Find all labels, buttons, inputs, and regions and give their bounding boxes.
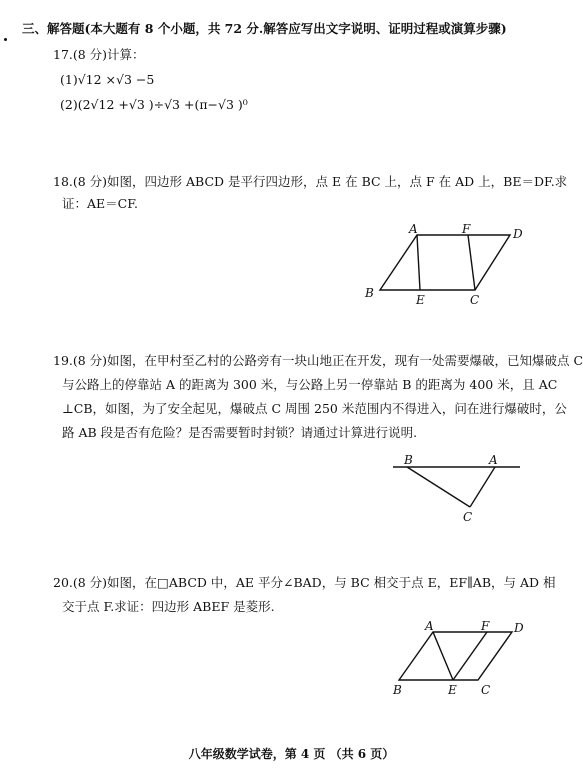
q20-label-f: F	[481, 619, 490, 633]
q18-label-d: D	[513, 227, 523, 241]
q18-label-e: E	[416, 293, 425, 307]
q20-label-d: D	[514, 621, 524, 635]
q18-label-a: A	[409, 222, 418, 236]
q19-figure	[393, 467, 520, 507]
q20-segment-ef	[453, 632, 487, 680]
q18-label-c: C	[470, 293, 480, 307]
q17-heading: 17.(8 分)计算：	[53, 47, 145, 62]
q19-label-a: A	[489, 453, 498, 467]
q19-label-b: B	[404, 453, 413, 467]
q19-segment-ac	[470, 467, 495, 507]
q17-part2: (2)(2√12 +√3 )÷√3 +(π−√3 )⁰	[60, 97, 248, 112]
q20-segment-ae	[433, 632, 453, 680]
q19-line1: 19.(8 分)如图，在甲村至乙村的公路旁有一块山地正在开发，现有一处需要爆破，已知爆破点 C	[53, 353, 583, 368]
q18-segment-fc	[468, 235, 475, 290]
q20-line1: 20.(8 分)如图，在□ABCD 中，AE 平分∠BAD，与 BC 相交于点 E，EF∥AB，与 AD 相	[53, 575, 556, 590]
q20-label-b: B	[393, 683, 402, 697]
q18-figure	[380, 235, 510, 290]
q19-segment-bc	[407, 467, 470, 507]
q20-parallelogram	[399, 632, 512, 680]
section-title: 三、解答题(本大题有 8 个小题，共 72 分.解答应写出文字说明、证明过程或演算步骤)	[22, 21, 507, 36]
q20-line2: 交于点 F.求证：四边形 ABEF 是菱形.	[62, 599, 275, 614]
q19-line2: 与公路上的停靠站 A 的距离为 300 米，与公路上另一停靠站 B 的距离为 400 米，且 AC	[62, 377, 558, 392]
q18-label-b: B	[365, 286, 374, 300]
q20-label-c: C	[481, 683, 491, 697]
q20-label-a: A	[425, 619, 434, 633]
q18-line2: 证：AE＝CF.	[62, 196, 138, 211]
q19-line3: ⊥CB，如图，为了安全起见，爆破点 C 周围 250 米范围内不得进入，问在进行爆破时，公	[62, 401, 567, 416]
q20-label-e: E	[448, 683, 457, 697]
q18-segment-ae	[417, 235, 420, 290]
q18-line1: 18.(8 分)如图，四边形 ABCD 是平行四边形，点 E 在 BC 上，点 F 在 AD 上，BE＝DF.求	[53, 174, 568, 189]
q17-part1: (1)√12 ×√3 −5	[60, 72, 155, 87]
q18-parallelogram	[380, 235, 510, 290]
q20-figure	[399, 632, 512, 680]
q18-label-f: F	[462, 222, 471, 236]
page-footer: 八年级数学试卷，第 4 页 （共 6 页）	[188, 747, 395, 761]
q19-label-c: C	[463, 510, 473, 524]
q19-line4: 路 AB 段是否有危险？是否需要暂时封锁？请通过计算进行说明.	[62, 425, 418, 440]
